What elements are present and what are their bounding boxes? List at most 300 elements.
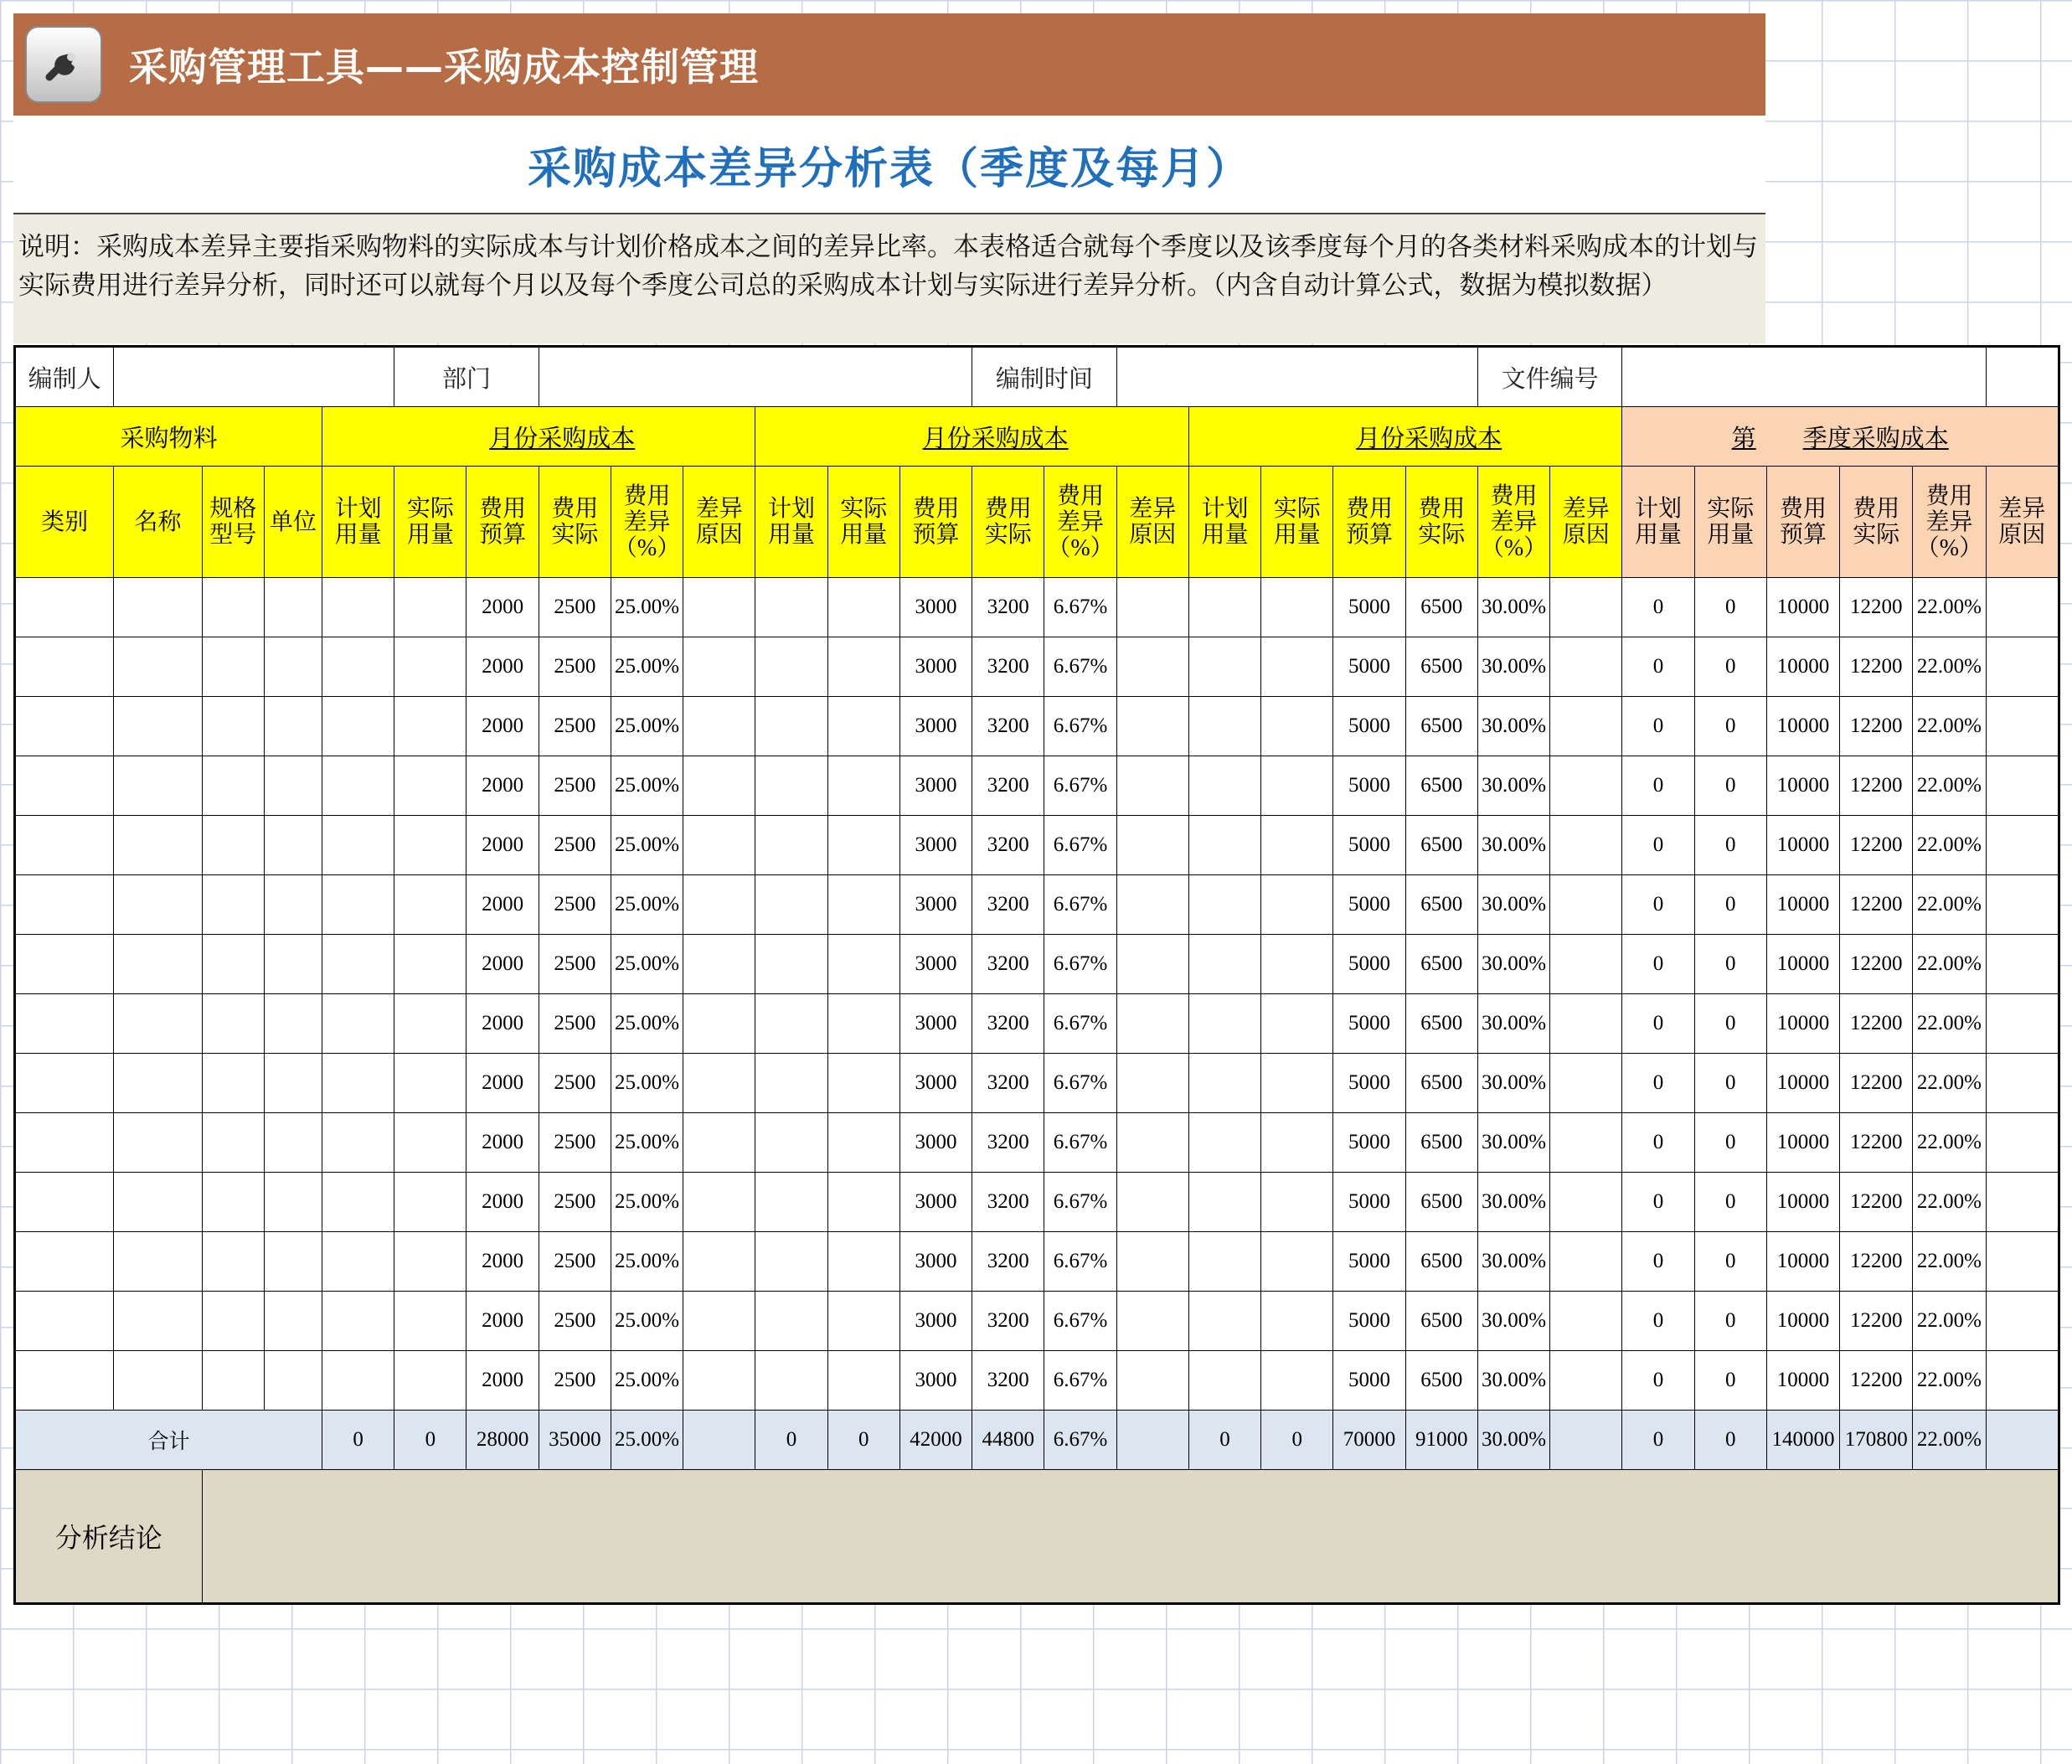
- data-cell[interactable]: [1550, 1054, 1622, 1113]
- material-cell[interactable]: [114, 1054, 202, 1113]
- data-cell[interactable]: [322, 1054, 394, 1113]
- data-cell[interactable]: [322, 1292, 394, 1351]
- data-cell[interactable]: 2500: [539, 1173, 611, 1232]
- data-cell[interactable]: 2000: [466, 1232, 539, 1292]
- data-cell[interactable]: 2500: [539, 1232, 611, 1292]
- material-cell[interactable]: [114, 994, 202, 1054]
- data-cell[interactable]: 3000: [899, 816, 972, 875]
- data-cell[interactable]: 12200: [1840, 1173, 1913, 1232]
- data-cell[interactable]: 30.00%: [1477, 1113, 1549, 1173]
- data-cell[interactable]: [1116, 1173, 1188, 1232]
- data-cell[interactable]: [1550, 578, 1622, 637]
- material-cell[interactable]: [15, 578, 114, 637]
- data-cell[interactable]: 0: [1694, 816, 1766, 875]
- data-cell[interactable]: 22.00%: [1913, 756, 1986, 816]
- material-cell[interactable]: [264, 1173, 322, 1232]
- data-cell[interactable]: [394, 697, 466, 756]
- data-cell[interactable]: 6.67%: [1044, 1351, 1116, 1411]
- data-cell[interactable]: [322, 935, 394, 994]
- prepare-time-field[interactable]: [1116, 347, 1477, 407]
- data-cell[interactable]: 5000: [1333, 756, 1405, 816]
- data-cell[interactable]: [755, 935, 827, 994]
- data-cell[interactable]: [755, 1292, 827, 1351]
- data-cell[interactable]: 6.67%: [1044, 994, 1116, 1054]
- data-cell[interactable]: 0: [1622, 1113, 1694, 1173]
- data-cell[interactable]: [1986, 875, 2059, 935]
- data-cell[interactable]: [755, 1351, 827, 1411]
- data-cell[interactable]: 3000: [899, 1173, 972, 1232]
- data-cell[interactable]: 0: [1694, 1232, 1766, 1292]
- material-cell[interactable]: [264, 578, 322, 637]
- data-cell[interactable]: 3000: [899, 697, 972, 756]
- data-cell[interactable]: 2000: [466, 935, 539, 994]
- department-field[interactable]: [539, 347, 972, 407]
- data-cell[interactable]: 0: [1622, 578, 1694, 637]
- data-cell[interactable]: [1261, 816, 1333, 875]
- data-cell[interactable]: [322, 756, 394, 816]
- data-cell[interactable]: 25.00%: [611, 1232, 683, 1292]
- data-cell[interactable]: 10000: [1766, 578, 1839, 637]
- data-cell[interactable]: 5000: [1333, 816, 1405, 875]
- data-cell[interactable]: [1188, 756, 1260, 816]
- data-cell[interactable]: [1986, 1232, 2059, 1292]
- data-cell[interactable]: 6500: [1405, 875, 1477, 935]
- material-cell[interactable]: [264, 875, 322, 935]
- material-cell[interactable]: [15, 875, 114, 935]
- data-cell[interactable]: [755, 875, 827, 935]
- data-cell[interactable]: [1986, 816, 2059, 875]
- data-cell[interactable]: 22.00%: [1913, 1173, 1986, 1232]
- data-cell[interactable]: [1188, 994, 1260, 1054]
- data-cell[interactable]: 0: [1622, 1351, 1694, 1411]
- data-cell[interactable]: [394, 1173, 466, 1232]
- data-cell[interactable]: [683, 637, 755, 697]
- data-cell[interactable]: 10000: [1766, 1232, 1839, 1292]
- data-cell[interactable]: 3000: [899, 1351, 972, 1411]
- data-cell[interactable]: 0: [1622, 1173, 1694, 1232]
- data-cell[interactable]: [1188, 1232, 1260, 1292]
- data-cell[interactable]: 0: [1622, 935, 1694, 994]
- data-cell[interactable]: 3200: [972, 1113, 1044, 1173]
- material-cell[interactable]: [264, 935, 322, 994]
- data-cell[interactable]: [394, 1232, 466, 1292]
- data-cell[interactable]: 30.00%: [1477, 994, 1549, 1054]
- data-cell[interactable]: 12200: [1840, 1292, 1913, 1351]
- data-cell[interactable]: 30.00%: [1477, 935, 1549, 994]
- data-cell[interactable]: 10000: [1766, 1351, 1839, 1411]
- data-cell[interactable]: [1261, 875, 1333, 935]
- data-cell[interactable]: [1986, 1292, 2059, 1351]
- material-cell[interactable]: [202, 1173, 264, 1232]
- data-cell[interactable]: 25.00%: [611, 816, 683, 875]
- data-cell[interactable]: [1116, 637, 1188, 697]
- data-cell[interactable]: 10000: [1766, 637, 1839, 697]
- data-cell[interactable]: 2000: [466, 1173, 539, 1232]
- data-cell[interactable]: 30.00%: [1477, 1351, 1549, 1411]
- data-cell[interactable]: [1116, 1113, 1188, 1173]
- data-cell[interactable]: [827, 697, 899, 756]
- data-cell[interactable]: 0: [1622, 1232, 1694, 1292]
- data-cell[interactable]: [683, 1292, 755, 1351]
- material-cell[interactable]: [114, 1173, 202, 1232]
- data-cell[interactable]: [394, 816, 466, 875]
- data-cell[interactable]: [683, 875, 755, 935]
- data-cell[interactable]: 0: [1694, 1292, 1766, 1351]
- data-cell[interactable]: 30.00%: [1477, 697, 1549, 756]
- data-cell[interactable]: 5000: [1333, 1292, 1405, 1351]
- data-cell[interactable]: 2500: [539, 875, 611, 935]
- data-cell[interactable]: 22.00%: [1913, 637, 1986, 697]
- data-cell[interactable]: 2000: [466, 1351, 539, 1411]
- data-cell[interactable]: [1550, 637, 1622, 697]
- data-cell[interactable]: 30.00%: [1477, 1173, 1549, 1232]
- data-cell[interactable]: 10000: [1766, 994, 1839, 1054]
- material-cell[interactable]: [15, 1351, 114, 1411]
- material-cell[interactable]: [15, 816, 114, 875]
- data-cell[interactable]: [1261, 1351, 1333, 1411]
- data-cell[interactable]: 22.00%: [1913, 875, 1986, 935]
- data-cell[interactable]: 10000: [1766, 1054, 1839, 1113]
- data-cell[interactable]: [827, 1054, 899, 1113]
- data-cell[interactable]: 30.00%: [1477, 1232, 1549, 1292]
- data-cell[interactable]: [683, 578, 755, 637]
- data-cell[interactable]: 6.67%: [1044, 637, 1116, 697]
- material-cell[interactable]: [114, 1232, 202, 1292]
- data-cell[interactable]: [683, 1113, 755, 1173]
- data-cell[interactable]: [827, 1113, 899, 1173]
- data-cell[interactable]: 6.67%: [1044, 578, 1116, 637]
- data-cell[interactable]: [1116, 875, 1188, 935]
- data-cell[interactable]: 25.00%: [611, 1292, 683, 1351]
- data-cell[interactable]: [827, 578, 899, 637]
- data-cell[interactable]: 2500: [539, 994, 611, 1054]
- data-cell[interactable]: 5000: [1333, 578, 1405, 637]
- data-cell[interactable]: 6500: [1405, 816, 1477, 875]
- data-cell[interactable]: [683, 1232, 755, 1292]
- data-cell[interactable]: 0: [1622, 1292, 1694, 1351]
- data-cell[interactable]: 0: [1694, 1054, 1766, 1113]
- data-cell[interactable]: 2000: [466, 697, 539, 756]
- data-cell[interactable]: [394, 935, 466, 994]
- material-cell[interactable]: [202, 1351, 264, 1411]
- data-cell[interactable]: [1550, 1232, 1622, 1292]
- data-cell[interactable]: 2000: [466, 637, 539, 697]
- data-cell[interactable]: 22.00%: [1913, 578, 1986, 637]
- data-cell[interactable]: 5000: [1333, 1351, 1405, 1411]
- material-cell[interactable]: [15, 756, 114, 816]
- data-cell[interactable]: 0: [1694, 1113, 1766, 1173]
- data-cell[interactable]: 0: [1694, 637, 1766, 697]
- data-cell[interactable]: 10000: [1766, 935, 1839, 994]
- data-cell[interactable]: 12200: [1840, 1232, 1913, 1292]
- data-cell[interactable]: 2000: [466, 756, 539, 816]
- data-cell[interactable]: 6500: [1405, 935, 1477, 994]
- data-cell[interactable]: 6500: [1405, 1113, 1477, 1173]
- data-cell[interactable]: 6500: [1405, 756, 1477, 816]
- data-cell[interactable]: [827, 1351, 899, 1411]
- data-cell[interactable]: [1550, 994, 1622, 1054]
- data-cell[interactable]: 6.67%: [1044, 756, 1116, 816]
- data-cell[interactable]: 6500: [1405, 578, 1477, 637]
- data-cell[interactable]: 0: [1622, 1054, 1694, 1113]
- data-cell[interactable]: 10000: [1766, 1292, 1839, 1351]
- material-cell[interactable]: [202, 994, 264, 1054]
- data-cell[interactable]: 30.00%: [1477, 637, 1549, 697]
- data-cell[interactable]: 0: [1622, 994, 1694, 1054]
- material-cell[interactable]: [202, 697, 264, 756]
- data-cell[interactable]: 2500: [539, 578, 611, 637]
- data-cell[interactable]: 0: [1622, 875, 1694, 935]
- data-cell[interactable]: [322, 1173, 394, 1232]
- data-cell[interactable]: [755, 578, 827, 637]
- data-cell[interactable]: [1550, 697, 1622, 756]
- data-cell[interactable]: 10000: [1766, 1113, 1839, 1173]
- data-cell[interactable]: [1550, 816, 1622, 875]
- data-cell[interactable]: 10000: [1766, 875, 1839, 935]
- data-cell[interactable]: 12200: [1840, 697, 1913, 756]
- data-cell[interactable]: [1116, 1054, 1188, 1113]
- data-cell[interactable]: 0: [1694, 1173, 1766, 1232]
- data-cell[interactable]: 22.00%: [1913, 697, 1986, 756]
- data-cell[interactable]: [394, 875, 466, 935]
- material-cell[interactable]: [114, 875, 202, 935]
- data-cell[interactable]: [827, 1232, 899, 1292]
- material-cell[interactable]: [114, 1113, 202, 1173]
- data-cell[interactable]: [683, 697, 755, 756]
- data-cell[interactable]: 0: [1622, 756, 1694, 816]
- data-cell[interactable]: [1116, 697, 1188, 756]
- material-cell[interactable]: [15, 994, 114, 1054]
- data-cell[interactable]: [1261, 637, 1333, 697]
- material-cell[interactable]: [114, 816, 202, 875]
- data-cell[interactable]: 3200: [972, 1232, 1044, 1292]
- data-cell[interactable]: 22.00%: [1913, 1351, 1986, 1411]
- data-cell[interactable]: [322, 578, 394, 637]
- data-cell[interactable]: 2500: [539, 756, 611, 816]
- data-cell[interactable]: 3200: [972, 756, 1044, 816]
- data-cell[interactable]: 5000: [1333, 637, 1405, 697]
- material-cell[interactable]: [15, 1054, 114, 1113]
- data-cell[interactable]: 12200: [1840, 875, 1913, 935]
- material-cell[interactable]: [15, 697, 114, 756]
- material-cell[interactable]: [15, 637, 114, 697]
- data-cell[interactable]: 2500: [539, 697, 611, 756]
- data-cell[interactable]: 3000: [899, 637, 972, 697]
- data-cell[interactable]: [1188, 1113, 1260, 1173]
- data-cell[interactable]: [1986, 637, 2059, 697]
- data-cell[interactable]: 3200: [972, 935, 1044, 994]
- data-cell[interactable]: 6.67%: [1044, 697, 1116, 756]
- data-cell[interactable]: [1261, 1113, 1333, 1173]
- data-cell[interactable]: 12200: [1840, 994, 1913, 1054]
- data-cell[interactable]: 0: [1694, 697, 1766, 756]
- data-cell[interactable]: [1261, 1292, 1333, 1351]
- data-cell[interactable]: [1116, 816, 1188, 875]
- data-cell[interactable]: 5000: [1333, 1232, 1405, 1292]
- data-cell[interactable]: 3000: [899, 1292, 972, 1351]
- data-cell[interactable]: [827, 816, 899, 875]
- data-cell[interactable]: [827, 1173, 899, 1232]
- data-cell[interactable]: 6.67%: [1044, 1054, 1116, 1113]
- data-cell[interactable]: 2500: [539, 1054, 611, 1113]
- data-cell[interactable]: 12200: [1840, 756, 1913, 816]
- data-cell[interactable]: [394, 637, 466, 697]
- data-cell[interactable]: 25.00%: [611, 697, 683, 756]
- data-cell[interactable]: 0: [1694, 875, 1766, 935]
- data-cell[interactable]: [394, 1054, 466, 1113]
- data-cell[interactable]: [1550, 875, 1622, 935]
- data-cell[interactable]: 22.00%: [1913, 816, 1986, 875]
- data-cell[interactable]: [1116, 1292, 1188, 1351]
- data-cell[interactable]: 22.00%: [1913, 1232, 1986, 1292]
- file-number-field[interactable]: [1622, 347, 1986, 407]
- data-cell[interactable]: 6.67%: [1044, 1232, 1116, 1292]
- data-cell[interactable]: 0: [1694, 935, 1766, 994]
- data-cell[interactable]: [1188, 935, 1260, 994]
- data-cell[interactable]: 6.67%: [1044, 1173, 1116, 1232]
- data-cell[interactable]: [827, 1292, 899, 1351]
- data-cell[interactable]: 30.00%: [1477, 1292, 1549, 1351]
- data-cell[interactable]: 22.00%: [1913, 1054, 1986, 1113]
- material-cell[interactable]: [15, 1232, 114, 1292]
- data-cell[interactable]: 3000: [899, 935, 972, 994]
- data-cell[interactable]: 25.00%: [611, 935, 683, 994]
- data-cell[interactable]: 12200: [1840, 1113, 1913, 1173]
- data-cell[interactable]: [755, 994, 827, 1054]
- data-cell[interactable]: [322, 697, 394, 756]
- data-cell[interactable]: 30.00%: [1477, 875, 1549, 935]
- data-cell[interactable]: 6.67%: [1044, 935, 1116, 994]
- data-cell[interactable]: [394, 1292, 466, 1351]
- data-cell[interactable]: 30.00%: [1477, 816, 1549, 875]
- data-cell[interactable]: 12200: [1840, 816, 1913, 875]
- data-cell[interactable]: 2000: [466, 1292, 539, 1351]
- data-cell[interactable]: [1986, 756, 2059, 816]
- material-cell[interactable]: [114, 756, 202, 816]
- data-cell[interactable]: 6500: [1405, 1292, 1477, 1351]
- data-cell[interactable]: 25.00%: [611, 637, 683, 697]
- data-cell[interactable]: 3000: [899, 994, 972, 1054]
- data-cell[interactable]: [1261, 1054, 1333, 1113]
- data-cell[interactable]: [1188, 1173, 1260, 1232]
- material-cell[interactable]: [264, 994, 322, 1054]
- data-cell[interactable]: 10000: [1766, 816, 1839, 875]
- data-cell[interactable]: [683, 1054, 755, 1113]
- data-cell[interactable]: 2500: [539, 637, 611, 697]
- data-cell[interactable]: [755, 816, 827, 875]
- data-cell[interactable]: [683, 816, 755, 875]
- data-cell[interactable]: [683, 1173, 755, 1232]
- material-cell[interactable]: [264, 1054, 322, 1113]
- material-cell[interactable]: [15, 1292, 114, 1351]
- data-cell[interactable]: 5000: [1333, 697, 1405, 756]
- data-cell[interactable]: [755, 697, 827, 756]
- data-cell[interactable]: 3200: [972, 1054, 1044, 1113]
- data-cell[interactable]: [394, 1113, 466, 1173]
- material-cell[interactable]: [264, 1292, 322, 1351]
- data-cell[interactable]: [1188, 578, 1260, 637]
- data-cell[interactable]: [1116, 935, 1188, 994]
- data-cell[interactable]: [1986, 1351, 2059, 1411]
- data-cell[interactable]: 12200: [1840, 935, 1913, 994]
- data-cell[interactable]: 3000: [899, 1054, 972, 1113]
- data-cell[interactable]: [1550, 1351, 1622, 1411]
- material-cell[interactable]: [202, 756, 264, 816]
- data-cell[interactable]: [755, 1054, 827, 1113]
- data-cell[interactable]: [827, 756, 899, 816]
- data-cell[interactable]: 0: [1622, 816, 1694, 875]
- material-cell[interactable]: [202, 1292, 264, 1351]
- material-cell[interactable]: [264, 1232, 322, 1292]
- data-cell[interactable]: 3000: [899, 1232, 972, 1292]
- data-cell[interactable]: [1986, 697, 2059, 756]
- data-cell[interactable]: [827, 994, 899, 1054]
- data-cell[interactable]: 25.00%: [611, 994, 683, 1054]
- material-cell[interactable]: [264, 756, 322, 816]
- data-cell[interactable]: [1116, 994, 1188, 1054]
- data-cell[interactable]: [1261, 578, 1333, 637]
- data-cell[interactable]: 3200: [972, 816, 1044, 875]
- data-cell[interactable]: 2000: [466, 1054, 539, 1113]
- data-cell[interactable]: [1261, 697, 1333, 756]
- data-cell[interactable]: [322, 875, 394, 935]
- data-cell[interactable]: 0: [1694, 756, 1766, 816]
- data-cell[interactable]: [1116, 756, 1188, 816]
- data-cell[interactable]: [1116, 578, 1188, 637]
- data-cell[interactable]: [1261, 994, 1333, 1054]
- data-cell[interactable]: 6500: [1405, 1054, 1477, 1113]
- conclusion-field[interactable]: [202, 1470, 2059, 1604]
- data-cell[interactable]: [394, 756, 466, 816]
- material-cell[interactable]: [202, 1232, 264, 1292]
- data-cell[interactable]: [1261, 756, 1333, 816]
- data-cell[interactable]: 0: [1622, 697, 1694, 756]
- data-cell[interactable]: [1188, 816, 1260, 875]
- data-cell[interactable]: 30.00%: [1477, 578, 1549, 637]
- data-cell[interactable]: [683, 994, 755, 1054]
- data-cell[interactable]: [1261, 935, 1333, 994]
- data-cell[interactable]: 3200: [972, 1351, 1044, 1411]
- data-cell[interactable]: 10000: [1766, 1173, 1839, 1232]
- data-cell[interactable]: 5000: [1333, 1054, 1405, 1113]
- data-cell[interactable]: 12200: [1840, 637, 1913, 697]
- data-cell[interactable]: 12200: [1840, 1351, 1913, 1411]
- data-cell[interactable]: 3200: [972, 697, 1044, 756]
- data-cell[interactable]: [827, 637, 899, 697]
- data-cell[interactable]: 12200: [1840, 1054, 1913, 1113]
- data-cell[interactable]: 25.00%: [611, 1113, 683, 1173]
- data-cell[interactable]: [1188, 1292, 1260, 1351]
- data-cell[interactable]: 25.00%: [611, 875, 683, 935]
- data-cell[interactable]: [1986, 1173, 2059, 1232]
- data-cell[interactable]: 6500: [1405, 697, 1477, 756]
- data-cell[interactable]: 3200: [972, 637, 1044, 697]
- data-cell[interactable]: 30.00%: [1477, 1054, 1549, 1113]
- data-cell[interactable]: [755, 1173, 827, 1232]
- data-cell[interactable]: [1550, 1173, 1622, 1232]
- data-cell[interactable]: 0: [1622, 637, 1694, 697]
- data-cell[interactable]: 2000: [466, 578, 539, 637]
- data-cell[interactable]: 2500: [539, 1292, 611, 1351]
- data-cell[interactable]: 2000: [466, 816, 539, 875]
- data-cell[interactable]: [1986, 994, 2059, 1054]
- data-cell[interactable]: 2000: [466, 1113, 539, 1173]
- material-cell[interactable]: [264, 1113, 322, 1173]
- material-cell[interactable]: [202, 578, 264, 637]
- data-cell[interactable]: [1188, 1054, 1260, 1113]
- data-cell[interactable]: [1550, 935, 1622, 994]
- data-cell[interactable]: [827, 935, 899, 994]
